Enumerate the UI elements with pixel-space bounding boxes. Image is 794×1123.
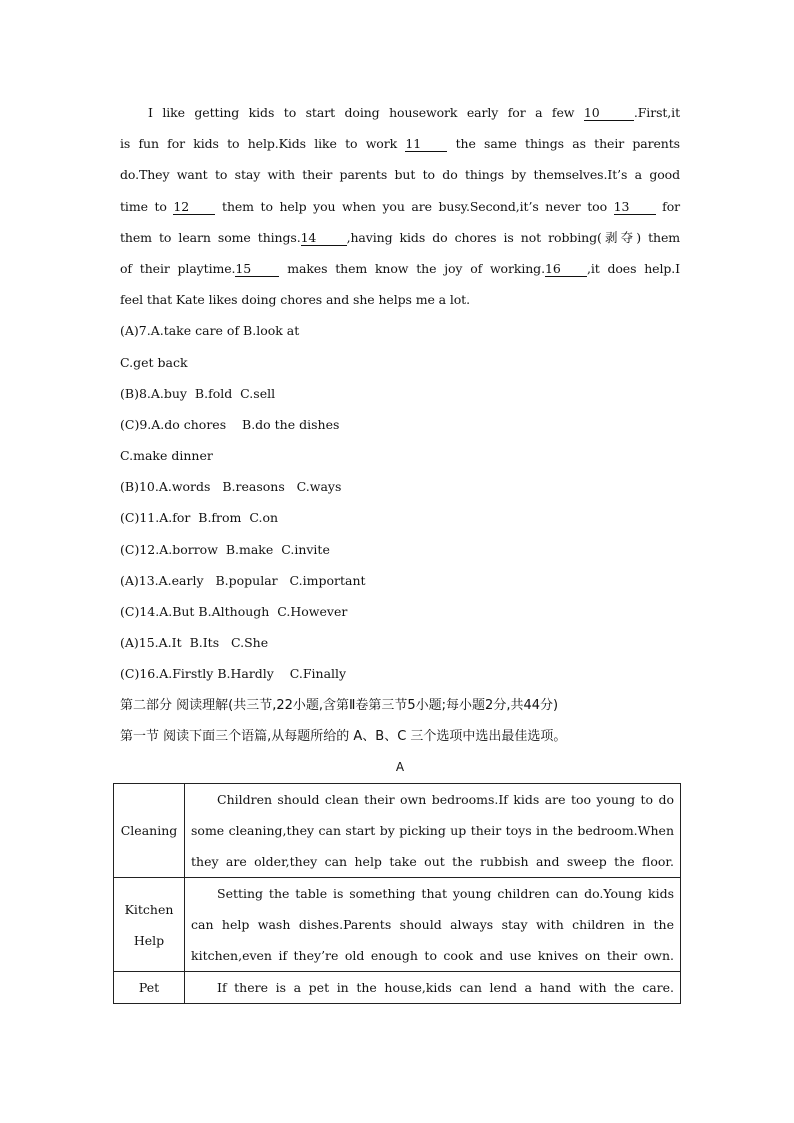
description-line: can help wash dishes.Parents should always stay with children in the (191, 917, 674, 932)
passage-text: them to help you when you are busy.Second,it’s never too (215, 198, 614, 214)
option-line: (B)8.A.buy B.fold C.sell (120, 385, 276, 401)
passage-line (120, 97, 680, 128)
passage-text: ,it does help.I (586, 260, 680, 276)
cloze-passage (120, 97, 680, 315)
passage-text: time to (120, 198, 174, 214)
option-line: (C)16.A.Firstly B.Hardly C.Finally (120, 666, 347, 682)
part-two-heading: 第二部分 阅读理解(共三节,22小题,含第Ⅱ卷第三节5小题;每小题2分,共44分) (120, 697, 559, 713)
blank-number: 13 (614, 200, 656, 215)
category-label: Kitchen (124, 901, 174, 917)
passage-text: is fun for kids to help.Kids like to work (120, 136, 406, 152)
description-cell (185, 784, 681, 878)
description-line: they are older,they can help take out the rubbish and sweep the floor. (191, 854, 674, 869)
description-line: Setting the table is something that young children can do.Young kids (217, 886, 674, 901)
passage-text: them to learn some things. (120, 229, 301, 245)
passage-line (120, 191, 680, 222)
description-line: some cleaning,they can start by picking up their toys in the bedroom.When (191, 823, 674, 838)
blank-number: 10 (584, 106, 634, 121)
category-cell (114, 784, 185, 878)
passage-line (120, 284, 680, 315)
passage-text: feel that Kate likes doing chores and she helps me a lot. (120, 292, 470, 308)
passage-text: of their playtime. (120, 260, 236, 276)
passage-text: ,having kids do chores is not robbing(剥夺) them (346, 229, 680, 245)
passage-text: for (655, 198, 681, 214)
option-line: (B)10.A.words B.reasons C.ways (120, 479, 342, 495)
passage-line (120, 159, 680, 190)
passage-text: do.They want to stay with their parents but to do things by themselves.It’s a good (120, 167, 680, 183)
option-line: (A)15.A.It B.Its C.She (120, 635, 269, 651)
passage-text: makes them know the joy of working. (279, 260, 545, 276)
passage-text: I like getting kids to start doing housework early for a few (148, 105, 584, 120)
description-line: Children should clean their own bedrooms.If kids are too young to do (217, 792, 674, 807)
description-line: kitchen,even if they’re old enough to cook and use knives on their own. (191, 948, 674, 963)
table-row (114, 972, 681, 1004)
category-cell (114, 972, 185, 1004)
table-row (114, 784, 681, 878)
housework-table (113, 783, 681, 1004)
option-line: (A)13.A.early B.popular C.important (120, 572, 366, 588)
option-line: C.get back (120, 354, 188, 370)
option-line: (C)9.A.do chores B.do the dishes (120, 416, 340, 432)
option-line: (C)11.A.for B.from C.on (120, 510, 279, 526)
description-line: If there is a pet in the house,kids can lend a hand with the care. (217, 980, 674, 995)
category-cell (114, 878, 185, 972)
passage-text: .First,it (633, 105, 680, 120)
table-row (114, 878, 681, 972)
section-one-instructions: 第一节 阅读下面三个语篇,从每题所给的 A、B、C 三个选项中选出最佳选项。 (120, 728, 567, 744)
passage-line (120, 128, 680, 159)
page-content (120, 97, 680, 783)
description-cell (185, 972, 681, 1004)
passage-line (120, 222, 680, 253)
blank-number: 14 (301, 231, 347, 246)
options-list (120, 315, 680, 689)
option-line: C.make dinner (120, 448, 213, 464)
blank-number: 11 (405, 137, 447, 152)
category-label: Help (133, 932, 165, 948)
category-label: Cleaning (120, 823, 178, 838)
passage-letter: A (395, 759, 405, 774)
passage-text: the same things as their parents (447, 136, 680, 152)
category-label: Pet (138, 980, 160, 995)
blank-number: 12 (173, 200, 215, 215)
option-line: (C)14.A.But B.Although C.However (120, 604, 348, 619)
blank-number: 15 (235, 262, 279, 277)
blank-number: 16 (545, 262, 587, 277)
description-cell (185, 878, 681, 972)
option-line: (A)7.A.take care of B.look at (120, 323, 300, 339)
option-line: (C)12.A.borrow B.make C.invite (120, 541, 330, 557)
passage-line (120, 253, 680, 284)
